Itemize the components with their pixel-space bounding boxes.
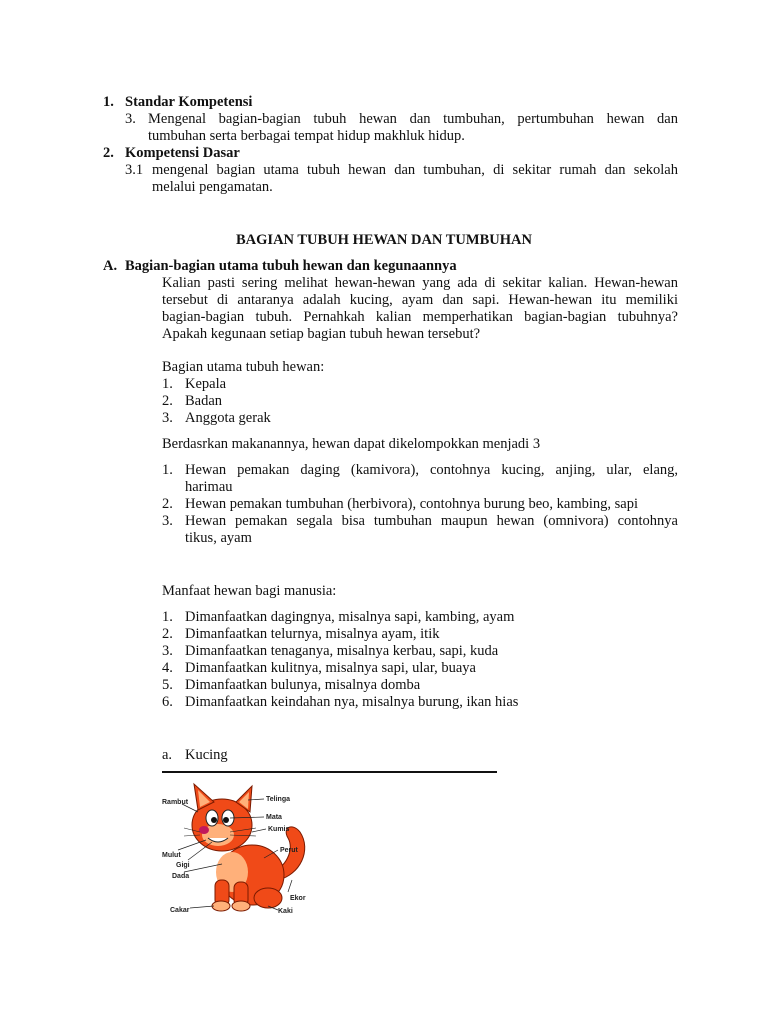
list-item: Dimanfaatkan telurnya, misalnya ayam, itik <box>185 626 440 642</box>
section-a-title: Bagian-bagian utama tubuh hewan dan kegunaannya <box>125 258 457 274</box>
intro-line: Apakah kegunaan setiap bagian tubuh hewan tersebut? <box>162 326 481 342</box>
list-item: Badan <box>185 393 223 409</box>
cat-label-gigi: Gigi <box>176 862 190 869</box>
sk-item-line1: Mengenal bagian-bagian tubuh hewan dan tumbuhan, pertumbuhan hewan dan <box>148 111 678 127</box>
list-item: Hewan pemakan segala bisa tumbuhan maupun hewan (omnivora) contohnya <box>185 513 678 529</box>
cat-label-dada: Dada <box>172 873 190 880</box>
list-item: Dimanfaatkan tenaganya, misalnya kerbau, sapi, kuda <box>185 643 499 659</box>
list-item: Dimanfaatkan kulitnya, misalnya sapi, ular, buaya <box>185 660 476 676</box>
list-number: 2. <box>162 393 173 409</box>
list-item: Dimanfaatkan bulunya, misalnya domba <box>185 677 421 693</box>
list-item-cont: tikus, ayam <box>185 530 252 546</box>
sub-a-title: Kucing <box>185 747 228 763</box>
kd-number: 2. <box>103 145 114 161</box>
cat-label-rambut: Rambut <box>162 799 189 806</box>
list-item: Dimanfaatkan keindahan nya, misalnya burung, ikan hias <box>185 694 519 710</box>
kd-item-number: 3.1 <box>125 162 144 178</box>
list-item: Dimanfaatkan dagingnya, misalnya sapi, kambing, ayam <box>185 609 515 625</box>
list-item: Hewan pemakan daging (kamivora), contohnya kucing, anjing, ular, elang, <box>185 462 678 478</box>
cat-label-ekor: Ekor <box>290 895 306 902</box>
cat-label-cakar: Cakar <box>170 907 190 914</box>
list-number: 5. <box>162 677 173 693</box>
sk-item-number: 3. <box>125 111 136 127</box>
main-title: BAGIAN TUBUH HEWAN DAN TUMBUHAN <box>236 232 532 248</box>
list-number: 2. <box>162 496 173 512</box>
list-item: Kepala <box>185 376 227 392</box>
list-item: Anggota gerak <box>185 410 271 426</box>
list-number: 3. <box>162 513 173 529</box>
intro-line: Kalian pasti sering melihat hewan-hewan yang ada di sekitar kalian. Hewan-hewan <box>162 275 678 291</box>
kd-title: Kompetensi Dasar <box>125 145 240 161</box>
cat-diagram <box>160 780 320 920</box>
kd-item-line1: mengenal bagian utama tubuh hewan dan tumbuhan, di sekitar rumah dan sekolah <box>152 162 678 178</box>
list-item: Hewan pemakan tumbuhan (herbivora), contohnya burung beo, kambing, sapi <box>185 496 638 512</box>
sk-item-line2: tumbuhan serta berbagai tempat hidup makhluk hidup. <box>148 128 465 144</box>
section-a-letter: A. <box>103 258 118 274</box>
list-number: 2. <box>162 626 173 642</box>
kd-item-line2: melalui pengamatan. <box>152 179 273 195</box>
sub-a-letter: a. <box>162 747 173 763</box>
cat-label-kumis: Kumis <box>268 826 290 833</box>
list-number: 1. <box>162 609 173 625</box>
sk-number: 1. <box>103 94 114 110</box>
groups-heading: Berdasrkan makanannya, hewan dapat dikelompokkan menjadi 3 <box>162 436 541 452</box>
cat-label-mata: Mata <box>266 814 282 821</box>
list-item-cont: harimau <box>185 479 233 495</box>
cat-label-mulut: Mulut <box>162 852 181 859</box>
benefits-heading: Manfaat hewan bagi manusia: <box>162 583 337 599</box>
list-number: 1. <box>162 462 173 478</box>
list-number: 4. <box>162 660 173 676</box>
intro-line: tersebut di antaranya adalah kucing, ayam dan sapi. Hewan-hewan itu memiliki <box>162 292 678 308</box>
list-number: 3. <box>162 643 173 659</box>
cat-label-perut: Perut <box>280 847 298 854</box>
cat-label-telinga: Telinga <box>266 796 290 803</box>
list-number: 3. <box>162 410 173 426</box>
cat-label-kaki: Kaki <box>278 908 293 915</box>
horizontal-rule <box>162 771 497 773</box>
list-number: 6. <box>162 694 173 710</box>
intro-line: bagian-bagian tubuh. Pernahkah kalian memperhatikan bagian-bagian tubuhnya? <box>162 309 678 325</box>
parts-heading: Bagian utama tubuh hewan: <box>162 359 325 375</box>
sk-title: Standar Kompetensi <box>125 94 253 110</box>
list-number: 1. <box>162 376 173 392</box>
